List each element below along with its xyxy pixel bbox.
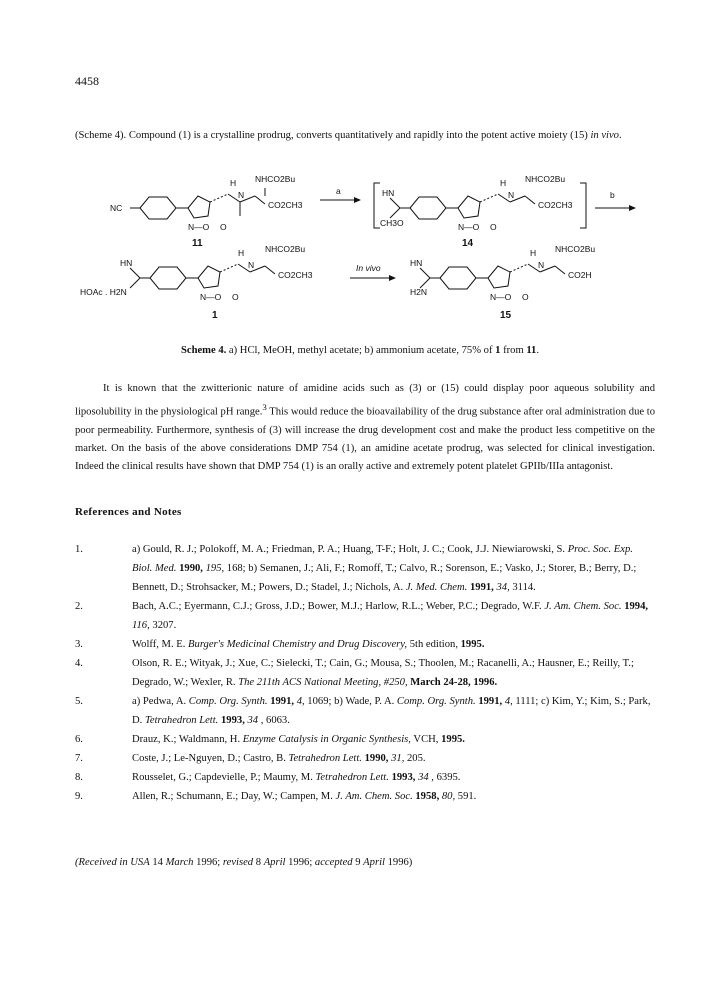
footnote-ref: 3 <box>262 402 267 412</box>
reference-segment: Wolff, M. E. <box>132 639 189 650</box>
accepted-text: 9 <box>352 857 364 868</box>
reference-text <box>132 768 655 787</box>
compound-1-label: 1 <box>212 310 218 321</box>
reference-number: 5. <box>75 696 83 707</box>
reference-segment: Olson, R. E.; Wityak, J.; Xue, C.; Sielecki, T.; Cain, G.; Mousa, S.; Thoolen, M.; Racanelli, A.; Hausner, E.; Reilly, T.; Degrado, W.; Wexler, R. <box>132 658 634 688</box>
hn-label: HN <box>120 258 133 268</box>
reference-segment: 4, <box>296 696 305 707</box>
reference-segment: 1993, <box>391 772 416 783</box>
nhco2bu-label: NHCO2Bu <box>525 174 566 184</box>
reference-segment: 591. <box>455 791 477 802</box>
reference-segment: The 211th ACS National Meeting, #250, <box>238 677 408 688</box>
caption-end: . <box>536 345 540 356</box>
n-label: N <box>248 260 255 270</box>
in-vivo-label: In vivo <box>356 263 381 273</box>
h-label: H <box>500 178 507 188</box>
revised-text: 1996; <box>285 857 315 868</box>
reference-segment: Burger's Medicinal Chemistry and Drug Discovery, <box>188 639 408 650</box>
reference-segment: 1995. <box>441 734 465 745</box>
reference-segment: 1994, <box>624 601 649 612</box>
reference-segment: 205. <box>404 753 426 764</box>
reference-segment: 1991, <box>469 582 494 593</box>
reference-segment: 1069; b) Wade, P. A. <box>304 696 397 707</box>
o-label: O <box>232 292 239 302</box>
reference-segment: Rousselet, G.; Capdevielle, P.; Maumy, M. <box>132 772 316 783</box>
reference-segment: Tetrahedron Lett. <box>144 715 219 726</box>
received-text: 14 <box>149 857 166 868</box>
co2ch3-label: CO2CH3 <box>538 200 573 210</box>
reference-text <box>132 730 655 749</box>
caption-bold-2: 11 <box>526 345 537 356</box>
caption-bold-1: 1 <box>495 345 501 356</box>
reaction-scheme <box>60 168 660 328</box>
reference-number: 2. <box>75 601 83 612</box>
nhco2bu-label: NHCO2Bu <box>255 174 296 184</box>
no-label: N—O <box>458 222 480 232</box>
reference-number: 7. <box>75 753 83 764</box>
reference-segment: 116, <box>132 620 150 631</box>
reference-item <box>75 540 655 597</box>
reference-segment: 34, <box>496 582 510 593</box>
reference-segment: J. Am. Chem. Soc. <box>544 601 622 612</box>
h-label: H <box>230 178 237 188</box>
reference-segment: Bach, A.C.; Eyermann, C.J.; Gross, J.D.; Bower, M.J.; Harlow, R.L.; Weber, P.C.; Degrado, W.F. <box>132 601 545 612</box>
reference-segment: 5th edition, <box>407 639 461 650</box>
reference-item <box>75 749 655 768</box>
compound-14-label: 14 <box>462 238 474 249</box>
reference-item <box>75 730 655 749</box>
reference-number: 6. <box>75 734 83 745</box>
reference-segment: 1995. <box>460 639 485 650</box>
h-label: H <box>530 248 537 258</box>
reference-number: 1. <box>75 544 83 555</box>
reference-segment: 31, <box>391 753 405 764</box>
reference-item <box>75 692 655 730</box>
reference-text <box>132 597 655 635</box>
accepted-italic: accepted <box>314 857 353 868</box>
reference-segment: VCH, <box>410 734 442 745</box>
co2ch3-label: CO2CH3 <box>278 270 313 280</box>
reference-segment: , 6063. <box>258 715 290 726</box>
h2n-label: H2N <box>410 287 428 297</box>
caption-text: a) HCl, MeOH, methyl acetate; b) ammonium acetate, 75% of <box>226 345 496 356</box>
references-list <box>75 540 655 806</box>
reference-segment: a) Gould, R. J.; Polokoff, M. A.; Friedman, P. A.; Huang, T-F.; Holt, J. C.; Cook, J.J. Niewiarowski, S. <box>132 544 568 555</box>
accepted-text: 1996) <box>384 857 413 868</box>
n-label: N <box>538 260 545 270</box>
caption-label: Scheme 4. <box>180 345 227 356</box>
reference-segment: J. Am. Chem. Soc. <box>335 791 413 802</box>
nc-label: NC <box>110 203 123 213</box>
reference-item <box>75 597 655 635</box>
reference-segment: Allen, R.; Schumann, E.; Day, W.; Campen, M. <box>132 791 336 802</box>
body-paragraph <box>75 380 655 476</box>
reference-segment: 1993, <box>221 715 245 726</box>
reference-segment: 34 <box>418 772 429 783</box>
reference-segment: Drauz, K.; Waldmann, H. <box>132 734 243 745</box>
o-label: O <box>490 222 497 232</box>
references-heading: References and Notes <box>75 506 182 518</box>
n-label: N <box>238 190 245 200</box>
arrow-a-label: a <box>336 186 341 196</box>
reference-number: 8. <box>75 772 83 783</box>
reference-segment: 4, <box>504 696 513 707</box>
reference-segment: 80, <box>441 791 456 802</box>
reference-segment: J. Med. Chem. <box>405 582 468 593</box>
scheme-caption <box>0 345 720 356</box>
reference-segment: , 6395. <box>428 772 461 783</box>
reference-item <box>75 787 655 806</box>
compound-11-label: 11 <box>192 238 203 249</box>
intro-paragraph <box>75 127 655 145</box>
reference-segment: Comp. Org. Synth. <box>396 696 476 707</box>
page-number: 4458 <box>75 74 99 88</box>
intro-end: . <box>618 130 622 141</box>
reference-segment: 1958, <box>415 791 440 802</box>
reference-segment: Comp. Org. Synth. <box>188 696 268 707</box>
received-month: March <box>165 857 194 868</box>
received-italic: (Received in USA <box>75 857 150 868</box>
hn-label: HN <box>382 188 395 198</box>
intro-text: (Scheme 4). Compound (1) is a crystalline prodrug, converts quantitatively and rapidly into the potent active moiety (15) <box>75 130 591 141</box>
reference-segment: 1111; c) Kim, Y.; Kim, S.; Park, D. <box>132 696 651 726</box>
body-text-1: It is known that the zwitterionic nature of amidine acids such as (3) or (15) could display poor aqueous solubility and liposolubility in the physiological pH range. <box>75 383 655 418</box>
reference-segment: a) Pedwa, A. <box>132 696 189 707</box>
arrow-b-label: b <box>610 190 615 200</box>
h-label: H <box>238 248 245 258</box>
n-label: N <box>508 190 515 200</box>
hn-label: HN <box>410 258 423 268</box>
reference-segment: 1990, <box>364 753 389 764</box>
intro-italic: in vivo <box>590 130 619 141</box>
reference-segment: 3207. <box>149 620 177 631</box>
received-line <box>75 857 412 868</box>
reference-text <box>132 654 655 692</box>
reference-text <box>132 540 655 597</box>
reference-segment: 195, <box>205 563 225 574</box>
revised-text: 8 <box>253 857 264 868</box>
co2h-label: CO2H <box>568 270 592 280</box>
compound-15-label: 15 <box>500 310 512 321</box>
reference-segment: 168; b) Semanen, J.; Ali, F.; Romoff, T.; Calvo, R.; Sorenson, E.; Vasko, J.; Storer, B.; Berry, D.; Bennett, D.; Strohsacker, M.; Powers, D.; Stadel, J.; Nichols, A. <box>132 563 637 593</box>
caption-mid: from <box>500 345 527 356</box>
hoac-label: HOAc . H2N <box>80 287 127 297</box>
no-label: N—O <box>200 292 222 302</box>
reference-segment: Proc. Soc. Exp. Biol. Med. <box>132 544 633 574</box>
received-text: 1996; <box>193 857 223 868</box>
no-label: N—O <box>490 292 512 302</box>
reference-item <box>75 635 655 654</box>
co2ch3-label: CO2CH3 <box>268 200 303 210</box>
reference-item <box>75 768 655 787</box>
ch3o-label: CH3O <box>380 218 404 228</box>
reference-number: 4. <box>75 658 83 669</box>
reference-text <box>132 749 655 768</box>
reference-segment: 34 <box>247 715 259 726</box>
reference-segment: Tetrahedron Lett. <box>288 753 362 764</box>
reference-segment: Enzyme Catalysis in Organic Synthesis, <box>242 734 411 745</box>
revised-italic: revised <box>222 857 254 868</box>
accepted-month: April <box>363 857 385 868</box>
nhco2bu-label: NHCO2Bu <box>265 244 306 254</box>
nhco2bu-label: NHCO2Bu <box>555 244 596 254</box>
reference-segment: 1990, <box>179 563 203 574</box>
reference-segment: Tetrahedron Lett. <box>315 772 389 783</box>
reference-item <box>75 654 655 692</box>
reference-segment: Coste, J.; Le-Nguyen, D.; Castro, B. <box>132 753 289 764</box>
body-text-2: This would reduce the bioavailability of the drug substance after oral administration due to poor permeability. Furthermore, synthesis of (3) will increase the drug development cost and make the product less competitive on the market. On the basis of the above considerations DMP 754 (1), an amidine acetate prodrug, was selected for clinical investigation. Indeed the clinical results have shown that DMP 754 (1) is an orally active and extremely potent platelet GPIIb/IIIa antagonist. <box>75 406 655 472</box>
reference-segment: March 24-28, 1996. <box>410 677 498 688</box>
no-label: N—O <box>188 222 210 232</box>
reference-segment: 1991, <box>478 696 503 707</box>
reference-segment: 3114. <box>509 582 536 593</box>
reference-number: 9. <box>75 791 83 802</box>
o-label: O <box>522 292 529 302</box>
reference-text <box>132 692 655 730</box>
o-label: O <box>220 222 227 232</box>
reference-number: 3. <box>75 639 83 650</box>
revised-month: April <box>263 857 286 868</box>
reference-segment: 1991, <box>270 696 295 707</box>
reference-text <box>132 787 655 806</box>
reference-text <box>132 635 655 654</box>
